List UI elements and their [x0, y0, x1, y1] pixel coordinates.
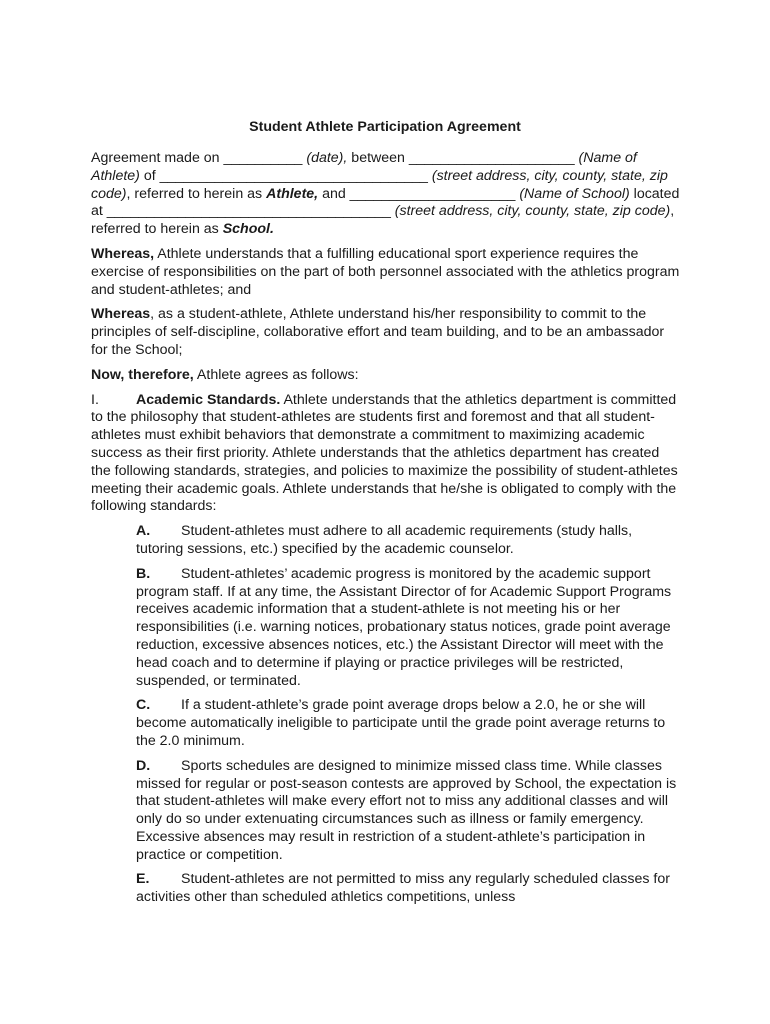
subsection-b-text: Student-athletes’ academic progress is monitored by the academic support program staff. If at any time, the Assistant Director of for Academic Support Programs receives academic information that a student-athlete is not meeting his or her responsibilities (i.e. warning notices, probationary status notices, grade point average reduction, excessive absences notices, etc.) the Assistant Director will meet with the head coach and to determine if playing or practice privileges will be restricted, suspended, or terminated.	[136, 565, 672, 689]
subsection-c-label: C.	[136, 697, 151, 714]
therefore-text: Athlete agrees as follows:	[193, 366, 359, 383]
intro-athlete-address-label: (street address, city, county, state, zip code)	[91, 167, 668, 202]
subsection-c-text: If a student-athlete’s grade point average drops below a 2.0, he or she will become automatically ineligible to participate until the grade point average returns to the 2.0 minimum.	[136, 697, 666, 749]
section-1-paragraph	[91, 392, 681, 517]
section-1-text: Athlete understands that the athletics department is committed to the philosophy that student-athletes are students first and foremost and that all student-athletes must exhibit behaviors that demonstrate a commitment to maximizing academic success as their first priority. Athlete understands that the athletics department has created the following standards, strategies, and policies to maximize the possibility of student-athletes meeting their academic goals. Athlete understands that he/she is obligated to comply with the following standards:	[91, 391, 678, 515]
intro-text-3: between _____________________	[347, 150, 579, 166]
whereas-2-text: , as a student-athlete, Athlete understand his/her responsibility to commit to the principles of self-discipline, collaborative effort and team building, and to be an ambassador for the School;	[91, 306, 665, 358]
intro-school-name-label: (Name of School)	[519, 185, 630, 202]
subsection-d-label: D.	[136, 757, 151, 774]
document-body	[91, 150, 681, 914]
whereas-2-lead: Whereas	[91, 306, 151, 323]
subsection-a-label: A.	[136, 523, 151, 540]
intro-school-address-label: (street address, city, county, state, zip code)	[394, 203, 671, 220]
intro-athlete-name-label: (Name of Athlete)	[91, 150, 637, 184]
document-title: Student Athlete Participation Agreement	[249, 119, 521, 135]
subsection-b	[136, 566, 681, 691]
whereas-1-text: Athlete understands that a fulfilling educational sport experience requires the exercise of responsibilities on the part of both personnel associated with the athletics program and student-athletes; and	[91, 245, 680, 298]
intro-paragraph	[91, 150, 681, 239]
intro-athlete-term: Athlete,	[266, 185, 319, 202]
subsection-a	[136, 523, 681, 559]
intro-school-term: School.	[222, 221, 274, 238]
subsection-e-text: Student-athletes are not permitted to miss any regularly scheduled classes for activities other than scheduled athletics competitions, unless	[136, 871, 670, 906]
therefore-lead: Now, therefore,	[91, 366, 194, 383]
intro-text-5: of __________________________________	[139, 167, 432, 184]
whereas-1-lead: Whereas,	[91, 245, 155, 262]
therefore-paragraph	[91, 367, 681, 385]
intro-text-13: , referred to herein as	[91, 203, 675, 238]
subsection-d-text: Sports schedules are designed to minimize missed class time. While classes missed for regular or post-season contests are approved by School, the expectation is that student-athletes will make every effort not to miss any additional classes and will only do so under extenuating circumstances such as illness or family emergency. Excessive absences may result in restriction of a student-athlete’s participation in practice or competition.	[136, 757, 677, 863]
intro-text-7: , referred to herein as	[126, 185, 267, 202]
intro-date-label: (date),	[306, 150, 348, 166]
section-1-number: I.	[91, 391, 99, 408]
intro-text-1: Agreement made on __________	[91, 150, 307, 166]
section-1-heading: Academic Standards.	[136, 391, 281, 408]
intro-text-11: located at ____________________________________	[91, 185, 680, 220]
subsection-a-text: Student-athletes must adhere to all academic requirements (study halls, tutoring sessions, etc.) specified by the academic counselor.	[136, 523, 633, 557]
whereas-paragraph-2	[91, 306, 681, 359]
subsection-d	[136, 758, 681, 865]
whereas-paragraph-1	[91, 246, 681, 299]
subsection-e	[136, 871, 681, 907]
intro-text-9: and _____________________	[318, 185, 520, 202]
subsection-e-label: E.	[136, 871, 150, 888]
subsection-b-label: B.	[136, 565, 151, 582]
subsection-c	[136, 697, 681, 750]
